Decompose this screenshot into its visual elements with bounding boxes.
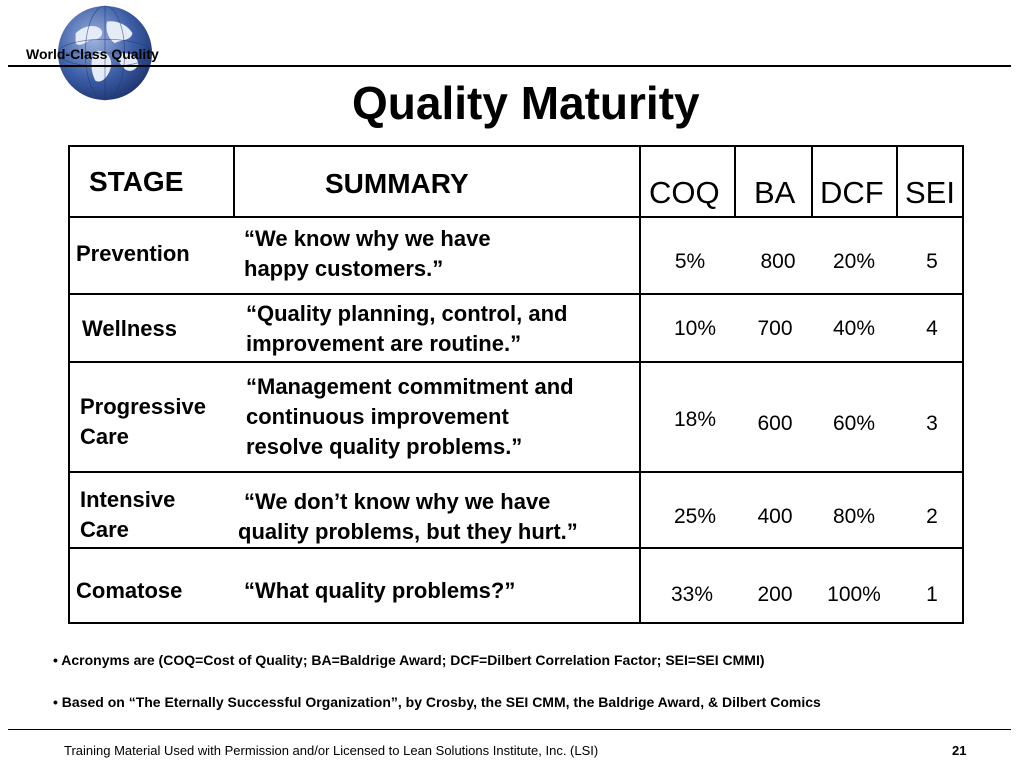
- stage-label: Care: [80, 424, 129, 449]
- stage-label: Wellness: [82, 316, 177, 341]
- stage-label: Comatose: [76, 578, 183, 603]
- brand-name: World-Class Quality: [26, 46, 159, 62]
- dcf-value: 20%: [832, 250, 876, 273]
- coq-value: 25%: [673, 505, 717, 528]
- coq-value: 10%: [673, 317, 717, 340]
- stage-label: Care: [80, 517, 129, 542]
- summary-line: resolve quality problems.”: [246, 434, 523, 459]
- header-ba: BA: [754, 175, 796, 210]
- col-divider: [811, 147, 813, 216]
- row-divider: [70, 547, 962, 549]
- ba-value: 600: [757, 412, 793, 435]
- coq-value: 33%: [670, 583, 714, 606]
- ba-value: 400: [757, 505, 793, 528]
- header-stage: STAGE: [89, 166, 184, 197]
- ba-value: 700: [757, 317, 793, 340]
- row-divider: [70, 361, 962, 363]
- row-divider: [70, 216, 962, 218]
- row-divider: [70, 293, 962, 295]
- col-divider: [639, 147, 641, 624]
- acronyms-note: • Acronyms are (COQ=Cost of Quality; BA=Baldrige Award; DCF=Dilbert Correlation Factor; SEI=SEI CMMI): [53, 652, 765, 668]
- col-divider: [896, 147, 898, 216]
- header-coq: COQ: [649, 175, 720, 210]
- summary-line: “We don’t know why we have: [244, 489, 551, 514]
- stage-label: Prevention: [76, 241, 190, 266]
- summary-line: happy customers.”: [244, 256, 444, 281]
- summary-line: “We know why we have: [244, 226, 491, 251]
- maturity-table: [68, 145, 964, 624]
- stage-label: Progressive: [80, 394, 206, 419]
- sei-value: 4: [926, 317, 938, 340]
- summary-line: “Quality planning, control, and: [246, 301, 568, 326]
- header-dcf: DCF: [820, 175, 884, 210]
- header-sei: SEI: [905, 175, 955, 210]
- sei-value: 3: [926, 412, 938, 435]
- dcf-value: 80%: [832, 505, 876, 528]
- summary-line: continuous improvement: [246, 404, 509, 429]
- ba-value: 200: [757, 583, 793, 606]
- ba-value: 800: [760, 250, 796, 273]
- sei-value: 2: [926, 505, 938, 528]
- page-title: Quality Maturity: [352, 77, 700, 129]
- summary-line: quality problems, but they hurt.”: [238, 519, 578, 544]
- header-summary: SUMMARY: [325, 168, 469, 199]
- dcf-value: 40%: [832, 317, 876, 340]
- dcf-value: 60%: [832, 412, 876, 435]
- row-divider: [70, 471, 962, 473]
- header-divider: [8, 65, 1011, 67]
- summary-line: “What quality problems?”: [244, 578, 516, 603]
- summary-line: improvement are routine.”: [246, 331, 522, 356]
- col-divider: [233, 147, 235, 216]
- stage-label: Intensive: [80, 487, 176, 512]
- coq-value: 5%: [674, 250, 706, 273]
- footer-text: Training Material Used with Permission and/or Licensed to Lean Solutions Institute, Inc. (LSI): [64, 743, 599, 758]
- summary-line: “Management commitment and: [246, 374, 574, 399]
- col-divider: [734, 147, 736, 216]
- source-note: • Based on “The Eternally Successful Organization”, by Crosby, the SEI CMM, the Baldrige Award, & Dilbert Comics: [53, 694, 821, 710]
- page-number: 21: [952, 743, 967, 758]
- sei-value: 1: [926, 583, 938, 606]
- sei-value: 5: [926, 250, 938, 273]
- coq-value: 18%: [673, 408, 717, 431]
- footer-divider: [8, 729, 1011, 730]
- dcf-value: 100%: [827, 583, 881, 606]
